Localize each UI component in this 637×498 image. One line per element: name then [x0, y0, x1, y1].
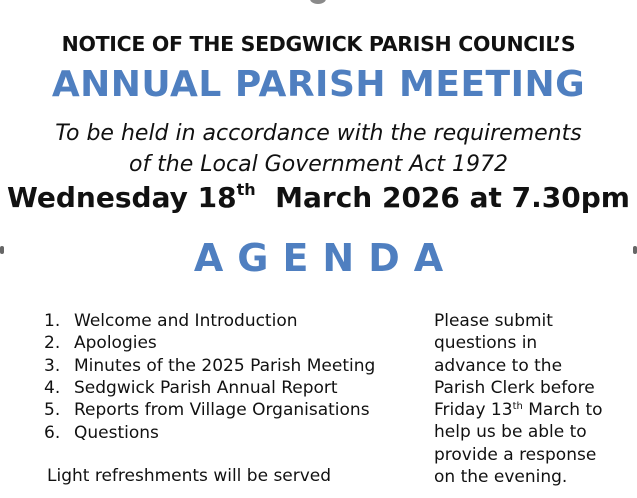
agenda-item-number: 6. — [44, 422, 61, 443]
questions-note-line: help us be able to — [434, 422, 587, 443]
questions-note-line: advance to the — [434, 355, 563, 376]
meeting-title: ANNUAL PARISH MEETING — [51, 64, 586, 105]
agenda-heading: AGENDA — [193, 236, 458, 280]
agenda-item-number: 4. — [44, 378, 61, 399]
date-rest: March 2026 at 7.30pm — [275, 181, 630, 214]
agenda-item — [44, 421, 375, 443]
questions-note-deadline — [434, 399, 634, 421]
questions-note-line: questions in — [434, 333, 538, 354]
top-edge-mark — [310, 0, 326, 4]
agenda-item — [44, 332, 375, 354]
date-ordinal: th — [236, 180, 256, 199]
agenda-list — [44, 310, 375, 444]
subtitle-line-1: To be held in accordance with the requirements — [55, 121, 582, 146]
notice-heading: NOTICE OF THE SEDGWICK PARISH COUNCIL’S — [61, 32, 576, 56]
questions-note-line: on the evening. — [434, 467, 568, 488]
agenda-item-text: Apologies — [74, 333, 157, 354]
date-weekday-day: Wednesday 18 — [7, 181, 237, 214]
meeting-date — [0, 181, 637, 214]
questions-note-line: provide a response — [434, 444, 597, 465]
deadline-day: Friday 13 — [434, 400, 513, 421]
questions-note — [434, 310, 634, 488]
agenda-item-text: Questions — [74, 422, 159, 443]
agenda-item-number: 3. — [44, 355, 61, 376]
agenda-item — [44, 310, 375, 332]
agenda-item-number: 2. — [44, 333, 61, 354]
deadline-ordinal: th — [512, 401, 523, 413]
questions-note-line: Parish Clerk before — [434, 377, 595, 398]
refreshments-note: Light refreshments will be served — [47, 466, 332, 486]
agenda-item — [44, 355, 375, 377]
agenda-item — [44, 377, 375, 399]
agenda-item-number: 5. — [44, 400, 61, 421]
agenda-item — [44, 399, 375, 421]
agenda-item-text: Welcome and Introduction — [74, 311, 298, 332]
agenda-item-text: Reports from Village Organisations — [74, 400, 370, 421]
deadline-rest: March to — [522, 400, 603, 421]
agenda-item-text: Minutes of the 2025 Parish Meeting — [74, 355, 376, 376]
agenda-item-number: 1. — [44, 311, 61, 332]
questions-note-line: Please submit — [434, 311, 553, 331]
subtitle-line-2: of the Local Government Act 1972 — [128, 152, 509, 177]
agenda-item-text: Sedgwick Parish Annual Report — [74, 378, 338, 399]
